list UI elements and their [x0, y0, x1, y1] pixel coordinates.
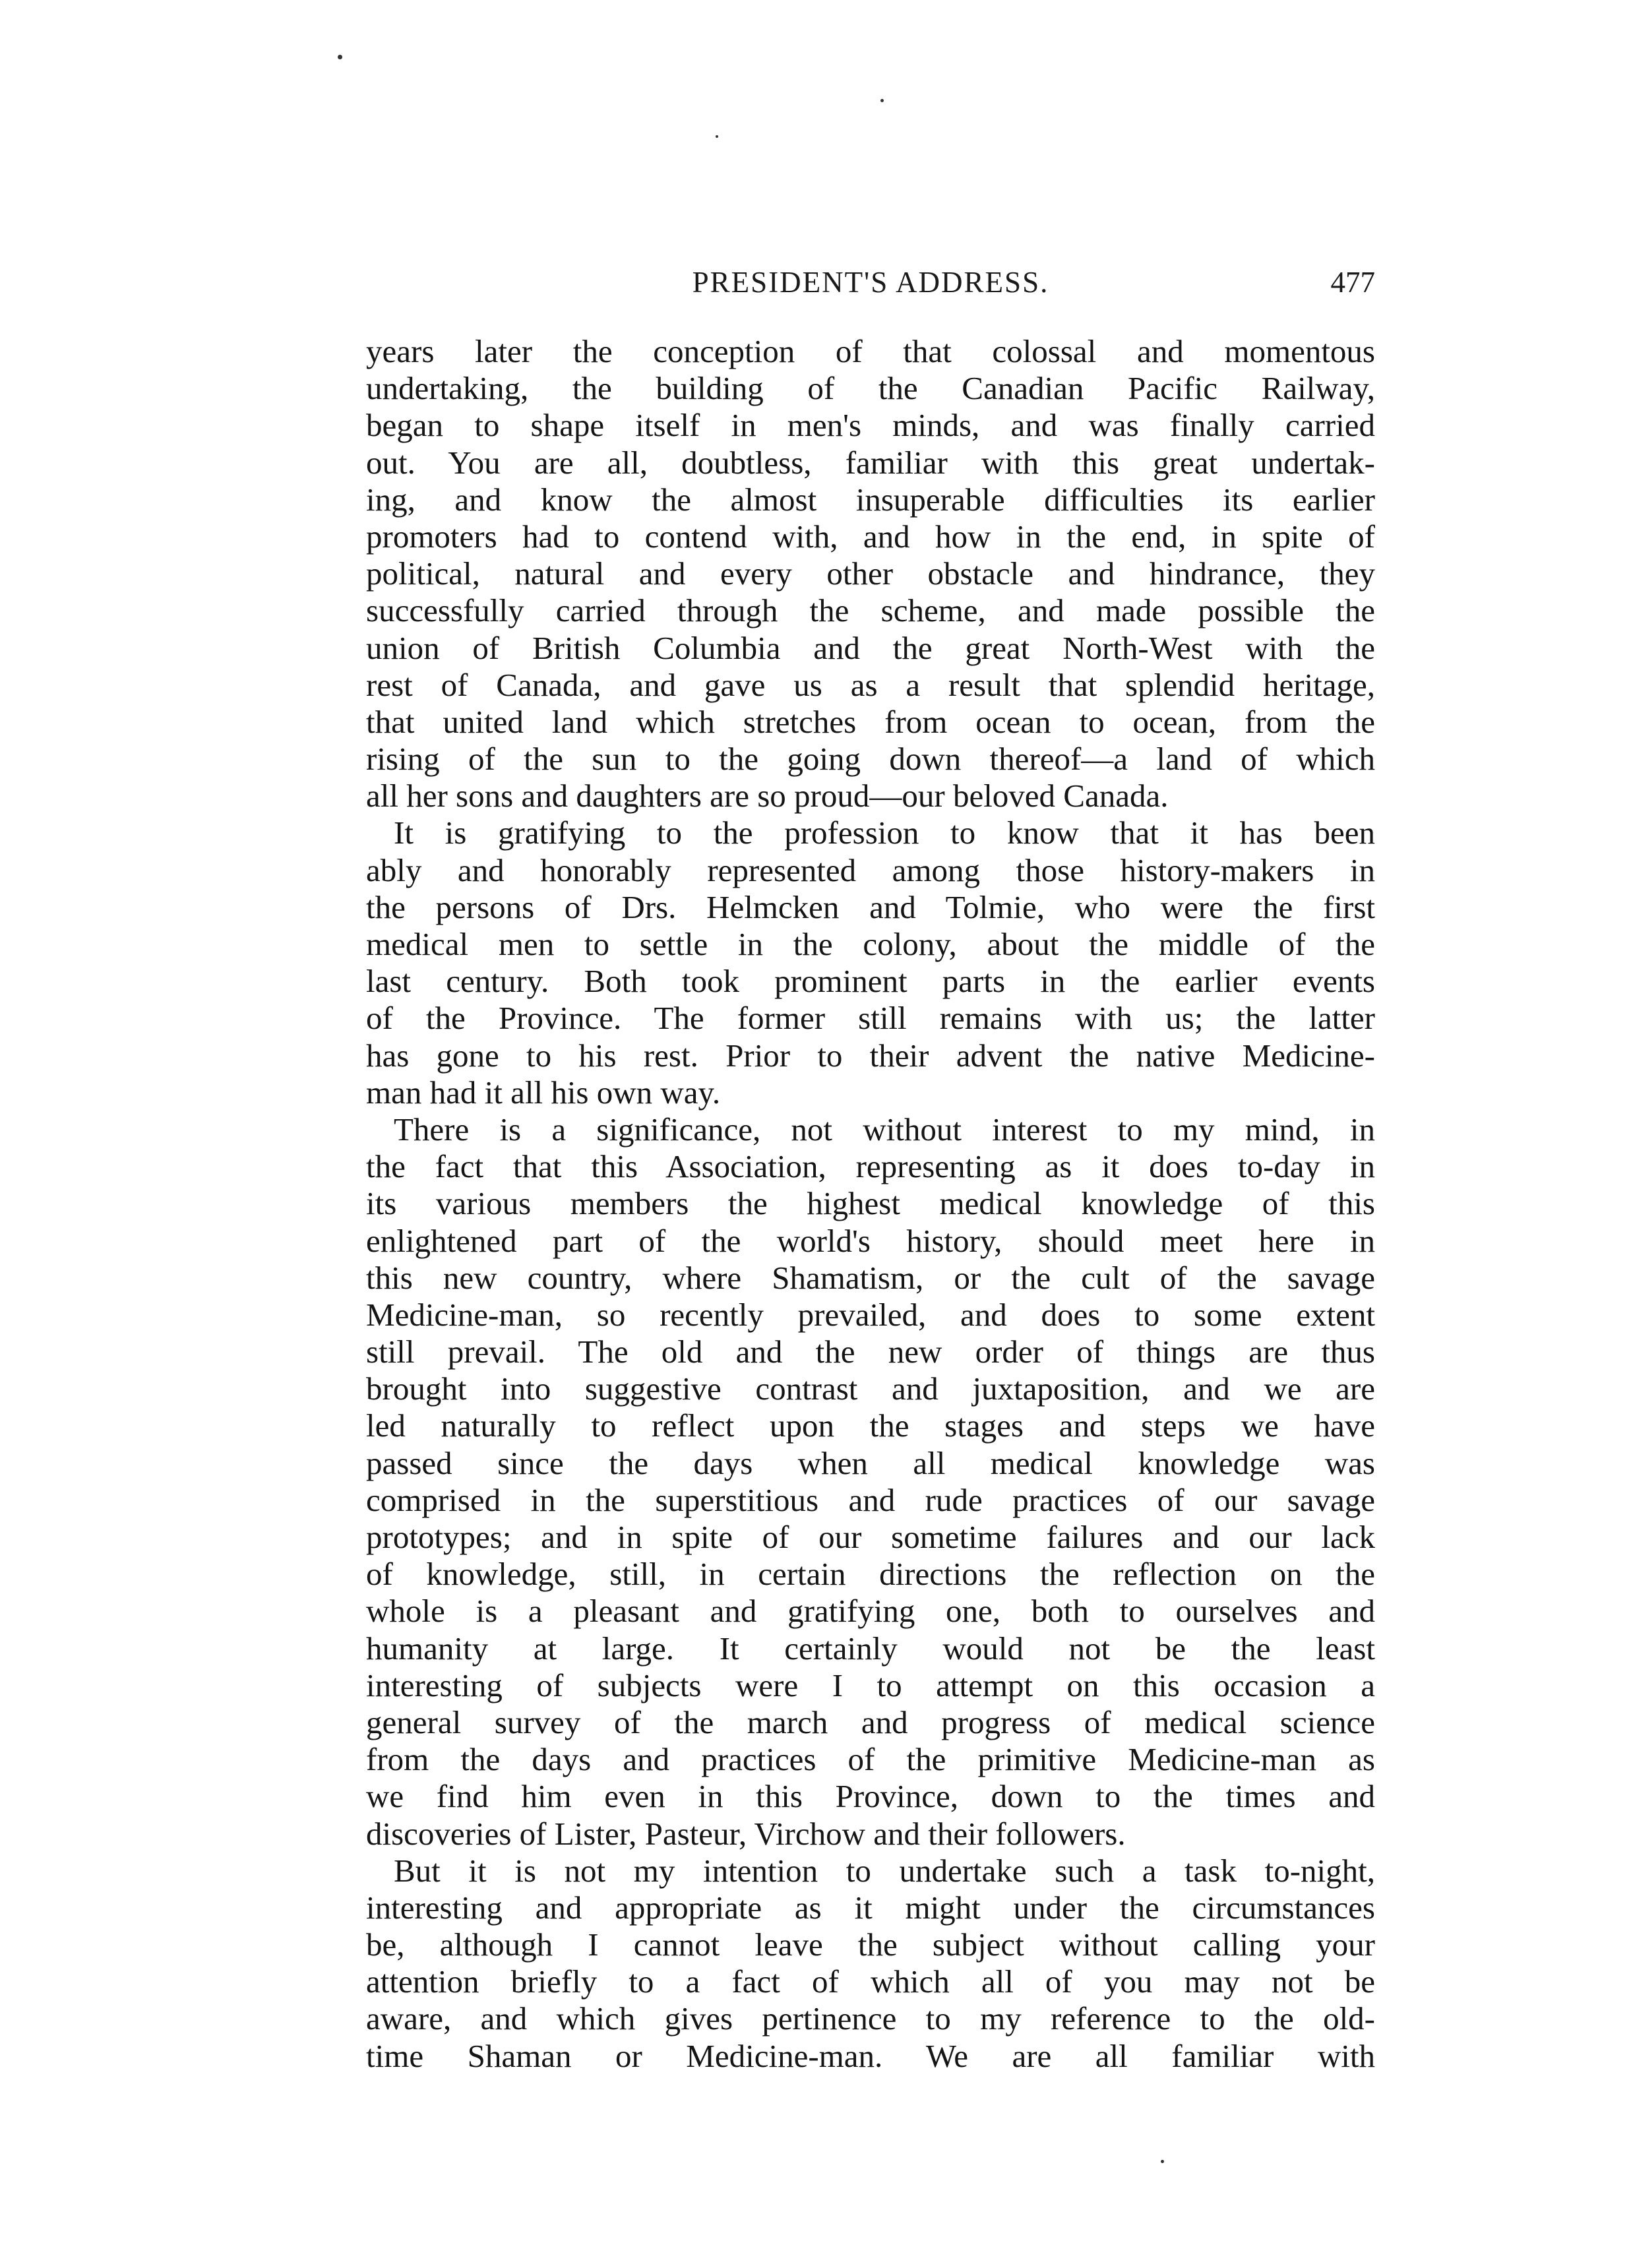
- running-head: PRESIDENT'S ADDRESS.: [692, 266, 1049, 299]
- text-line: years later the conception of that colossal and momentous: [366, 333, 1375, 369]
- page-header: [366, 265, 1375, 311]
- text-line: But it is not my intention to undertake such a task to-night,: [394, 1852, 1375, 1889]
- text-line: led naturally to reflect upon the stages and steps we have: [366, 1407, 1375, 1444]
- text-line: interesting of subjects were I to attempt on this occasion a: [366, 1667, 1375, 1703]
- text-line: has gone to his rest. Prior to their advent the native Medicine-: [366, 1037, 1375, 1074]
- text-line: out. You are all, doubtless, familiar with this great undertak-: [366, 444, 1375, 481]
- text-line: all her sons and daughters are so proud—our beloved Canada.: [366, 778, 1169, 814]
- text-line: that united land which stretches from ocean to ocean, from the: [366, 703, 1375, 740]
- text-line: of knowledge, still, in certain directions the reflection on the: [366, 1556, 1375, 1593]
- body-text: [366, 333, 1375, 2075]
- text-line: the fact that this Association, representing as it does to-day in: [366, 1148, 1375, 1185]
- page-speck: [880, 99, 884, 102]
- text-line: time Shaman or Medicine-man. We are all familiar with: [366, 2037, 1375, 2074]
- text-line: still prevail. The old and the new order of things are thus: [366, 1333, 1375, 1370]
- text-line: man had it all his own way.: [366, 1074, 721, 1111]
- text-line: political, natural and every other obstacle and hindrance, they: [366, 555, 1375, 592]
- text-line: prototypes; and in spite of our sometime failures and our lack: [366, 1519, 1375, 1555]
- text-line: medical men to settle in the colony, about the middle of the: [366, 926, 1375, 962]
- text-line: ably and honorably represented among those history-makers in: [366, 851, 1375, 888]
- text-line: humanity at large. It certainly would not be the least: [366, 1630, 1375, 1667]
- text-line: promoters had to contend with, and how in the end, in spite of: [366, 518, 1375, 555]
- text-line: Medicine-man, so recently prevailed, and does to some extent: [366, 1296, 1375, 1333]
- text-line: began to shape itself in men's minds, and was finally carried: [366, 407, 1375, 444]
- text-line: of the Province. The former still remains with us; the latter: [366, 1000, 1375, 1037]
- text-line: successfully carried through the scheme, and made possible the: [366, 592, 1375, 629]
- page-number: 477: [1330, 266, 1375, 299]
- text-line: general survey of the march and progress of medical science: [366, 1703, 1375, 1740]
- text-line: brought into suggestive contrast and juxtaposition, and we are: [366, 1370, 1375, 1407]
- text-line: ing, and know the almost insuperable difficulties its earlier: [366, 481, 1375, 518]
- text-line: rest of Canada, and gave us as a result that splendid heritage,: [366, 666, 1375, 703]
- text-line: from the days and practices of the primitive Medicine-man as: [366, 1741, 1375, 1778]
- page-speck: [1161, 2160, 1164, 2163]
- page-speck: [716, 135, 718, 138]
- text-line: discoveries of Lister, Pasteur, Virchow and their followers.: [366, 1815, 1126, 1852]
- text-line: aware, and which gives pertinence to my reference to the old-: [366, 2000, 1375, 2037]
- text-line: passed since the days when all medical knowledge was: [366, 1444, 1375, 1481]
- text-line: last century. Both took prominent parts in the earlier events: [366, 963, 1375, 1000]
- text-line: rising of the sun to the going down thereof—a land of which: [366, 741, 1375, 778]
- text-line: we find him even in this Province, down to the times and: [366, 1778, 1375, 1815]
- text-line: It is gratifying to the profession to know that it has been: [394, 814, 1375, 851]
- text-line: interesting and appropriate as it might under the circumstances: [366, 1889, 1375, 1926]
- text-line: whole is a pleasant and gratifying one, both to ourselves and: [366, 1593, 1375, 1630]
- text-line: There is a significance, not without interest to my mind, in: [394, 1111, 1375, 1148]
- text-line: undertaking, the building of the Canadian Pacific Railway,: [366, 370, 1375, 407]
- text-line: this new country, where Shamatism, or the cult of the savage: [366, 1259, 1375, 1296]
- text-line: comprised in the superstitious and rude practices of our savage: [366, 1481, 1375, 1518]
- text-line: the persons of Drs. Helmcken and Tolmie, who were the first: [366, 888, 1375, 925]
- text-line: enlightened part of the world's history, should meet here in: [366, 1222, 1375, 1259]
- page-speck: [338, 55, 342, 59]
- text-line: its various members the highest medical knowledge of this: [366, 1185, 1375, 1222]
- text-line: be, although I cannot leave the subject without calling your: [366, 1926, 1375, 1963]
- text-line: union of British Columbia and the great North-West with the: [366, 629, 1375, 666]
- text-line: attention briefly to a fact of which all of you may not be: [366, 1963, 1375, 2000]
